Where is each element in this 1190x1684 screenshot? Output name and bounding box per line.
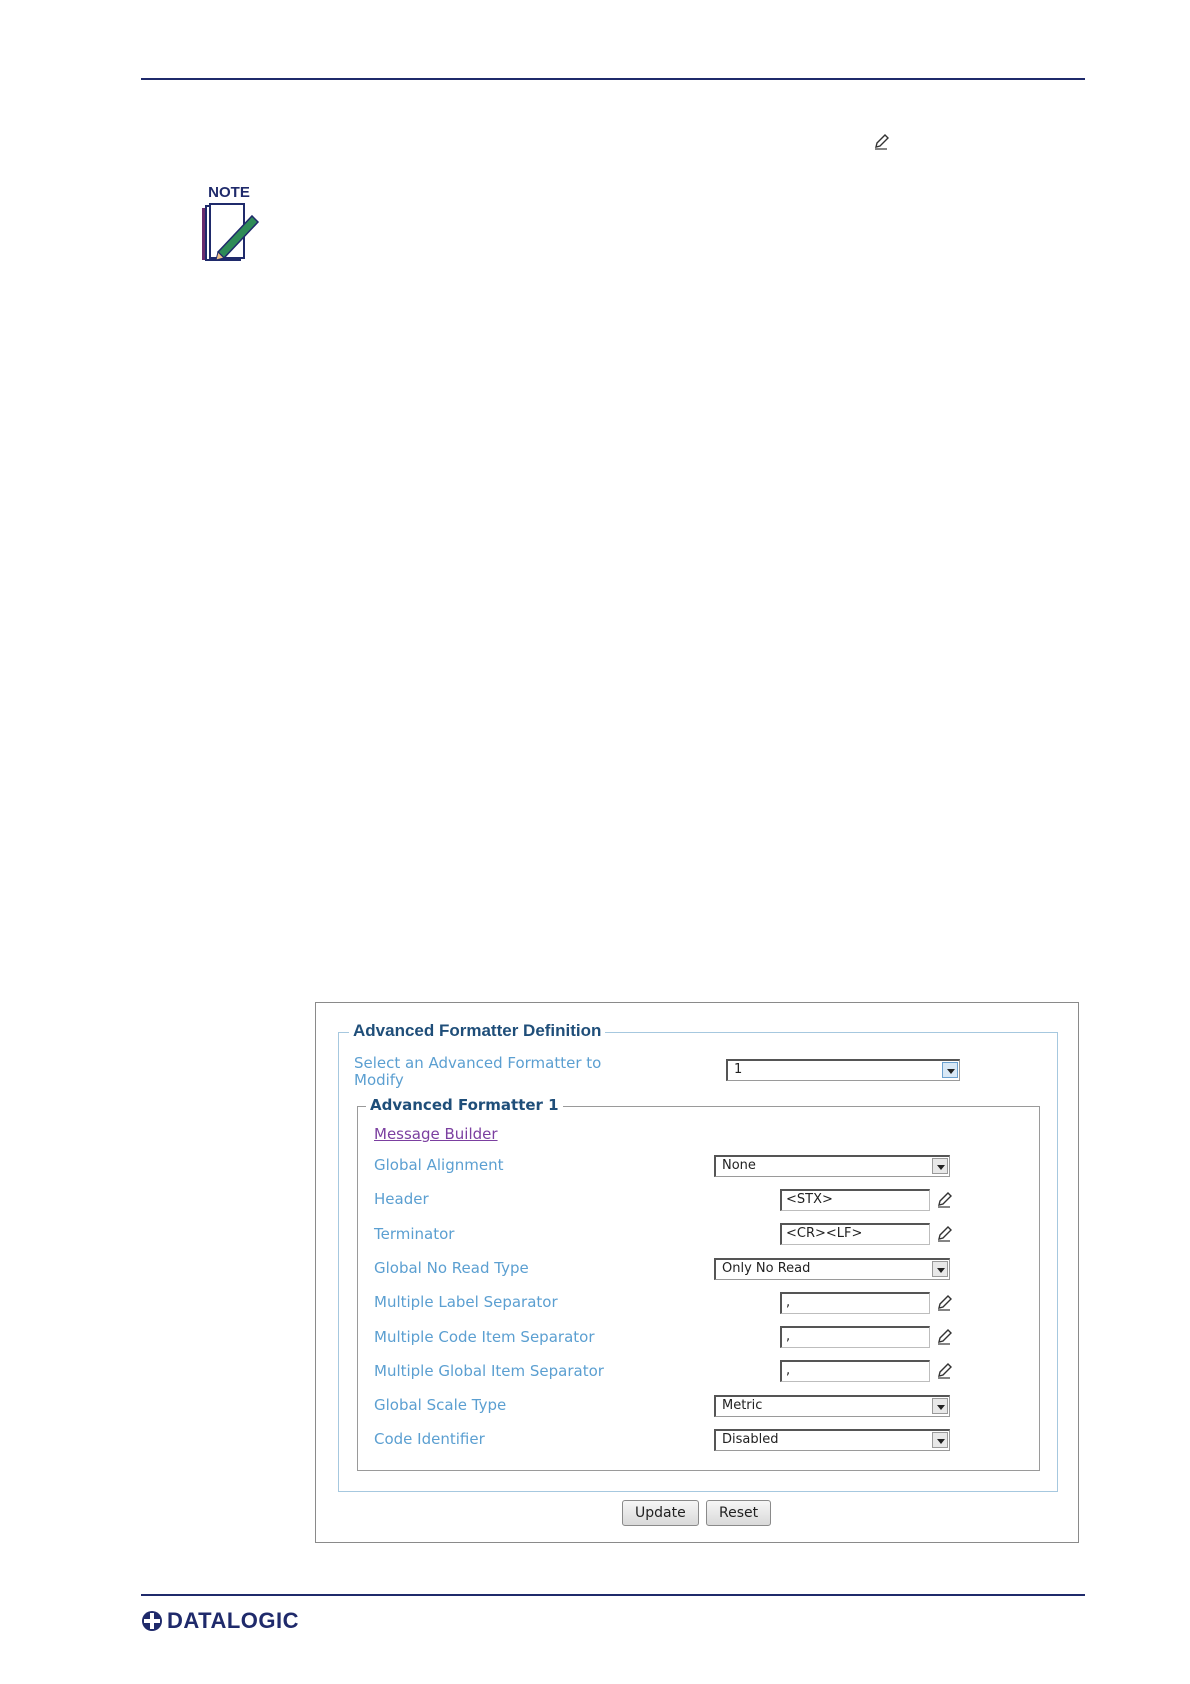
header-label: Header xyxy=(374,1190,429,1208)
header-rule xyxy=(141,78,1085,80)
terminator-label: Terminator xyxy=(374,1225,455,1243)
global-alignment-label: Global Alignment xyxy=(374,1156,504,1174)
reset-button[interactable]: Reset xyxy=(706,1500,771,1526)
global-alignment-value: None xyxy=(722,1158,756,1173)
datalogic-logo-icon xyxy=(141,1610,163,1632)
code-identifier-select[interactable] xyxy=(714,1429,950,1451)
message-builder-link[interactable]: Message Builder xyxy=(374,1125,498,1143)
global-no-read-type-label: Global No Read Type xyxy=(374,1259,529,1277)
multiple-global-item-separator-label: Multiple Global Item Separator xyxy=(374,1362,604,1380)
header-input[interactable]: <STX> xyxy=(780,1189,930,1211)
multiple-global-item-separator-input[interactable]: , xyxy=(780,1360,930,1382)
pencil-icon xyxy=(873,133,891,151)
panel-title: Advanced Formatter Definition xyxy=(349,1021,605,1041)
multiple-label-separator-input[interactable]: , xyxy=(780,1292,930,1314)
note-icon xyxy=(194,184,264,270)
chevron-down-icon[interactable] xyxy=(942,1062,958,1078)
update-button[interactable]: Update xyxy=(622,1500,699,1526)
terminator-input[interactable]: <CR><LF> xyxy=(780,1223,930,1245)
code-identifier-label: Code Identifier xyxy=(374,1430,485,1448)
footer-rule xyxy=(141,1594,1085,1596)
pencil-icon[interactable] xyxy=(936,1362,954,1380)
chevron-down-icon[interactable] xyxy=(932,1158,948,1174)
advanced-formatter-definition-panel xyxy=(338,1021,1058,1492)
chevron-down-icon[interactable] xyxy=(932,1432,948,1448)
pencil-icon[interactable] xyxy=(936,1225,954,1243)
note-pad-icon xyxy=(196,202,264,268)
multiple-code-item-separator-label: Multiple Code Item Separator xyxy=(374,1328,595,1346)
advanced-formatter-screenshot xyxy=(315,1002,1079,1543)
global-scale-type-label: Global Scale Type xyxy=(374,1396,507,1414)
global-scale-type-select[interactable] xyxy=(714,1395,950,1417)
code-identifier-value: Disabled xyxy=(722,1432,779,1447)
chevron-down-icon[interactable] xyxy=(932,1398,948,1414)
select-formatter-label: Select an Advanced Formatter to Modify xyxy=(354,1054,602,1089)
sub-panel-title: Advanced Formatter 1 xyxy=(366,1096,563,1114)
brand-name: DATALOGIC xyxy=(167,1608,299,1633)
global-no-read-type-select[interactable] xyxy=(714,1258,950,1280)
formatter-select[interactable] xyxy=(726,1059,960,1081)
multiple-code-item-separator-input[interactable]: , xyxy=(780,1326,930,1348)
formatter-select-value: 1 xyxy=(734,1062,743,1077)
global-scale-type-value: Metric xyxy=(722,1398,763,1413)
chevron-down-icon[interactable] xyxy=(932,1261,948,1277)
pencil-icon[interactable] xyxy=(936,1294,954,1312)
multiple-label-separator-label: Multiple Label Separator xyxy=(374,1293,558,1311)
note-label: NOTE xyxy=(208,184,250,201)
pencil-icon[interactable] xyxy=(936,1328,954,1346)
global-no-read-type-value: Only No Read xyxy=(722,1261,811,1276)
advanced-formatter-1-panel xyxy=(357,1096,1040,1471)
global-alignment-select[interactable] xyxy=(714,1155,950,1177)
pencil-icon[interactable] xyxy=(936,1191,954,1209)
datalogic-logo xyxy=(141,1606,299,1636)
